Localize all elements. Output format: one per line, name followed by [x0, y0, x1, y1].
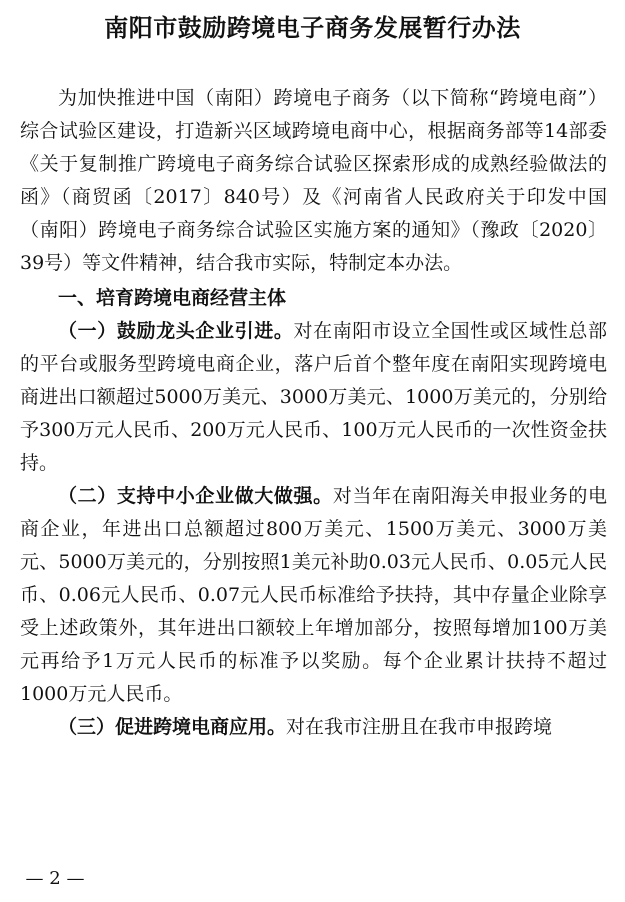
intro-paragraph: 为加快推进中国（南阳）跨境电子商务（以下简称“跨境电商”）综合试验区建设，打造新兴区域跨境电商中心，根据商务部等14部委《关于复制推广跨境电子商务综合试验区探索形成的成熟经验做法的函》（商贸函〔2017〕840号）及《河南省人民政府关于印发中国（南阳）跨境电子商务综合试验区实施方案的通知》（豫政〔2020〕39号）等文件精神，结合我市实际，特制定本办法。	[20, 87, 607, 274]
item-paragraph-3	[20, 711, 607, 744]
item-text-3: 对在我市注册且在我市申报跨境	[286, 716, 553, 738]
item-text-2: 对当年在南阳海关申报业务的电商企业，年进出口总额超过800万美元、1500万美元、3000万美元、5000万美元的，分别按照1美元补助0.03元人民币、0.05元人民币、0.06元人民币、0.07元人民币标准给予扶持，其中存量企业除享受上述政策外，其年进出口额较上年增加部分，按照每增加100万美元再给予1万元人民币的标准予以奖励。每个企业累计扶持不超过1000万元人民币。	[20, 485, 607, 705]
document-title: 南阳市鼓励跨境电子商务发展暂行办法	[104, 14, 521, 42]
item-paragraph-1	[20, 315, 607, 480]
page-number: — 2 —	[25, 868, 85, 889]
item-paragraph-2	[20, 480, 607, 711]
item-lead-3: （三）促进跨境电商应用。	[58, 716, 287, 738]
item-lead-1: （一）鼓励龙头企业引进。	[58, 320, 294, 342]
document-body	[20, 82, 607, 744]
item-text-1: 对在南阳市设立全国性或区域性总部的平台或服务型跨境电商企业，落户后首个整年度在南阳实现跨境电商进出口额超过5000万美元、3000万美元、1000万美元的，分别给予300万元人民币、200万元人民币、100万元人民币的一次性资金扶持。	[20, 320, 607, 474]
item-lead-2: （二）支持中小企业做大做强。	[58, 485, 333, 507]
section-heading: 一、培育跨境电商经营主体	[58, 287, 287, 309]
